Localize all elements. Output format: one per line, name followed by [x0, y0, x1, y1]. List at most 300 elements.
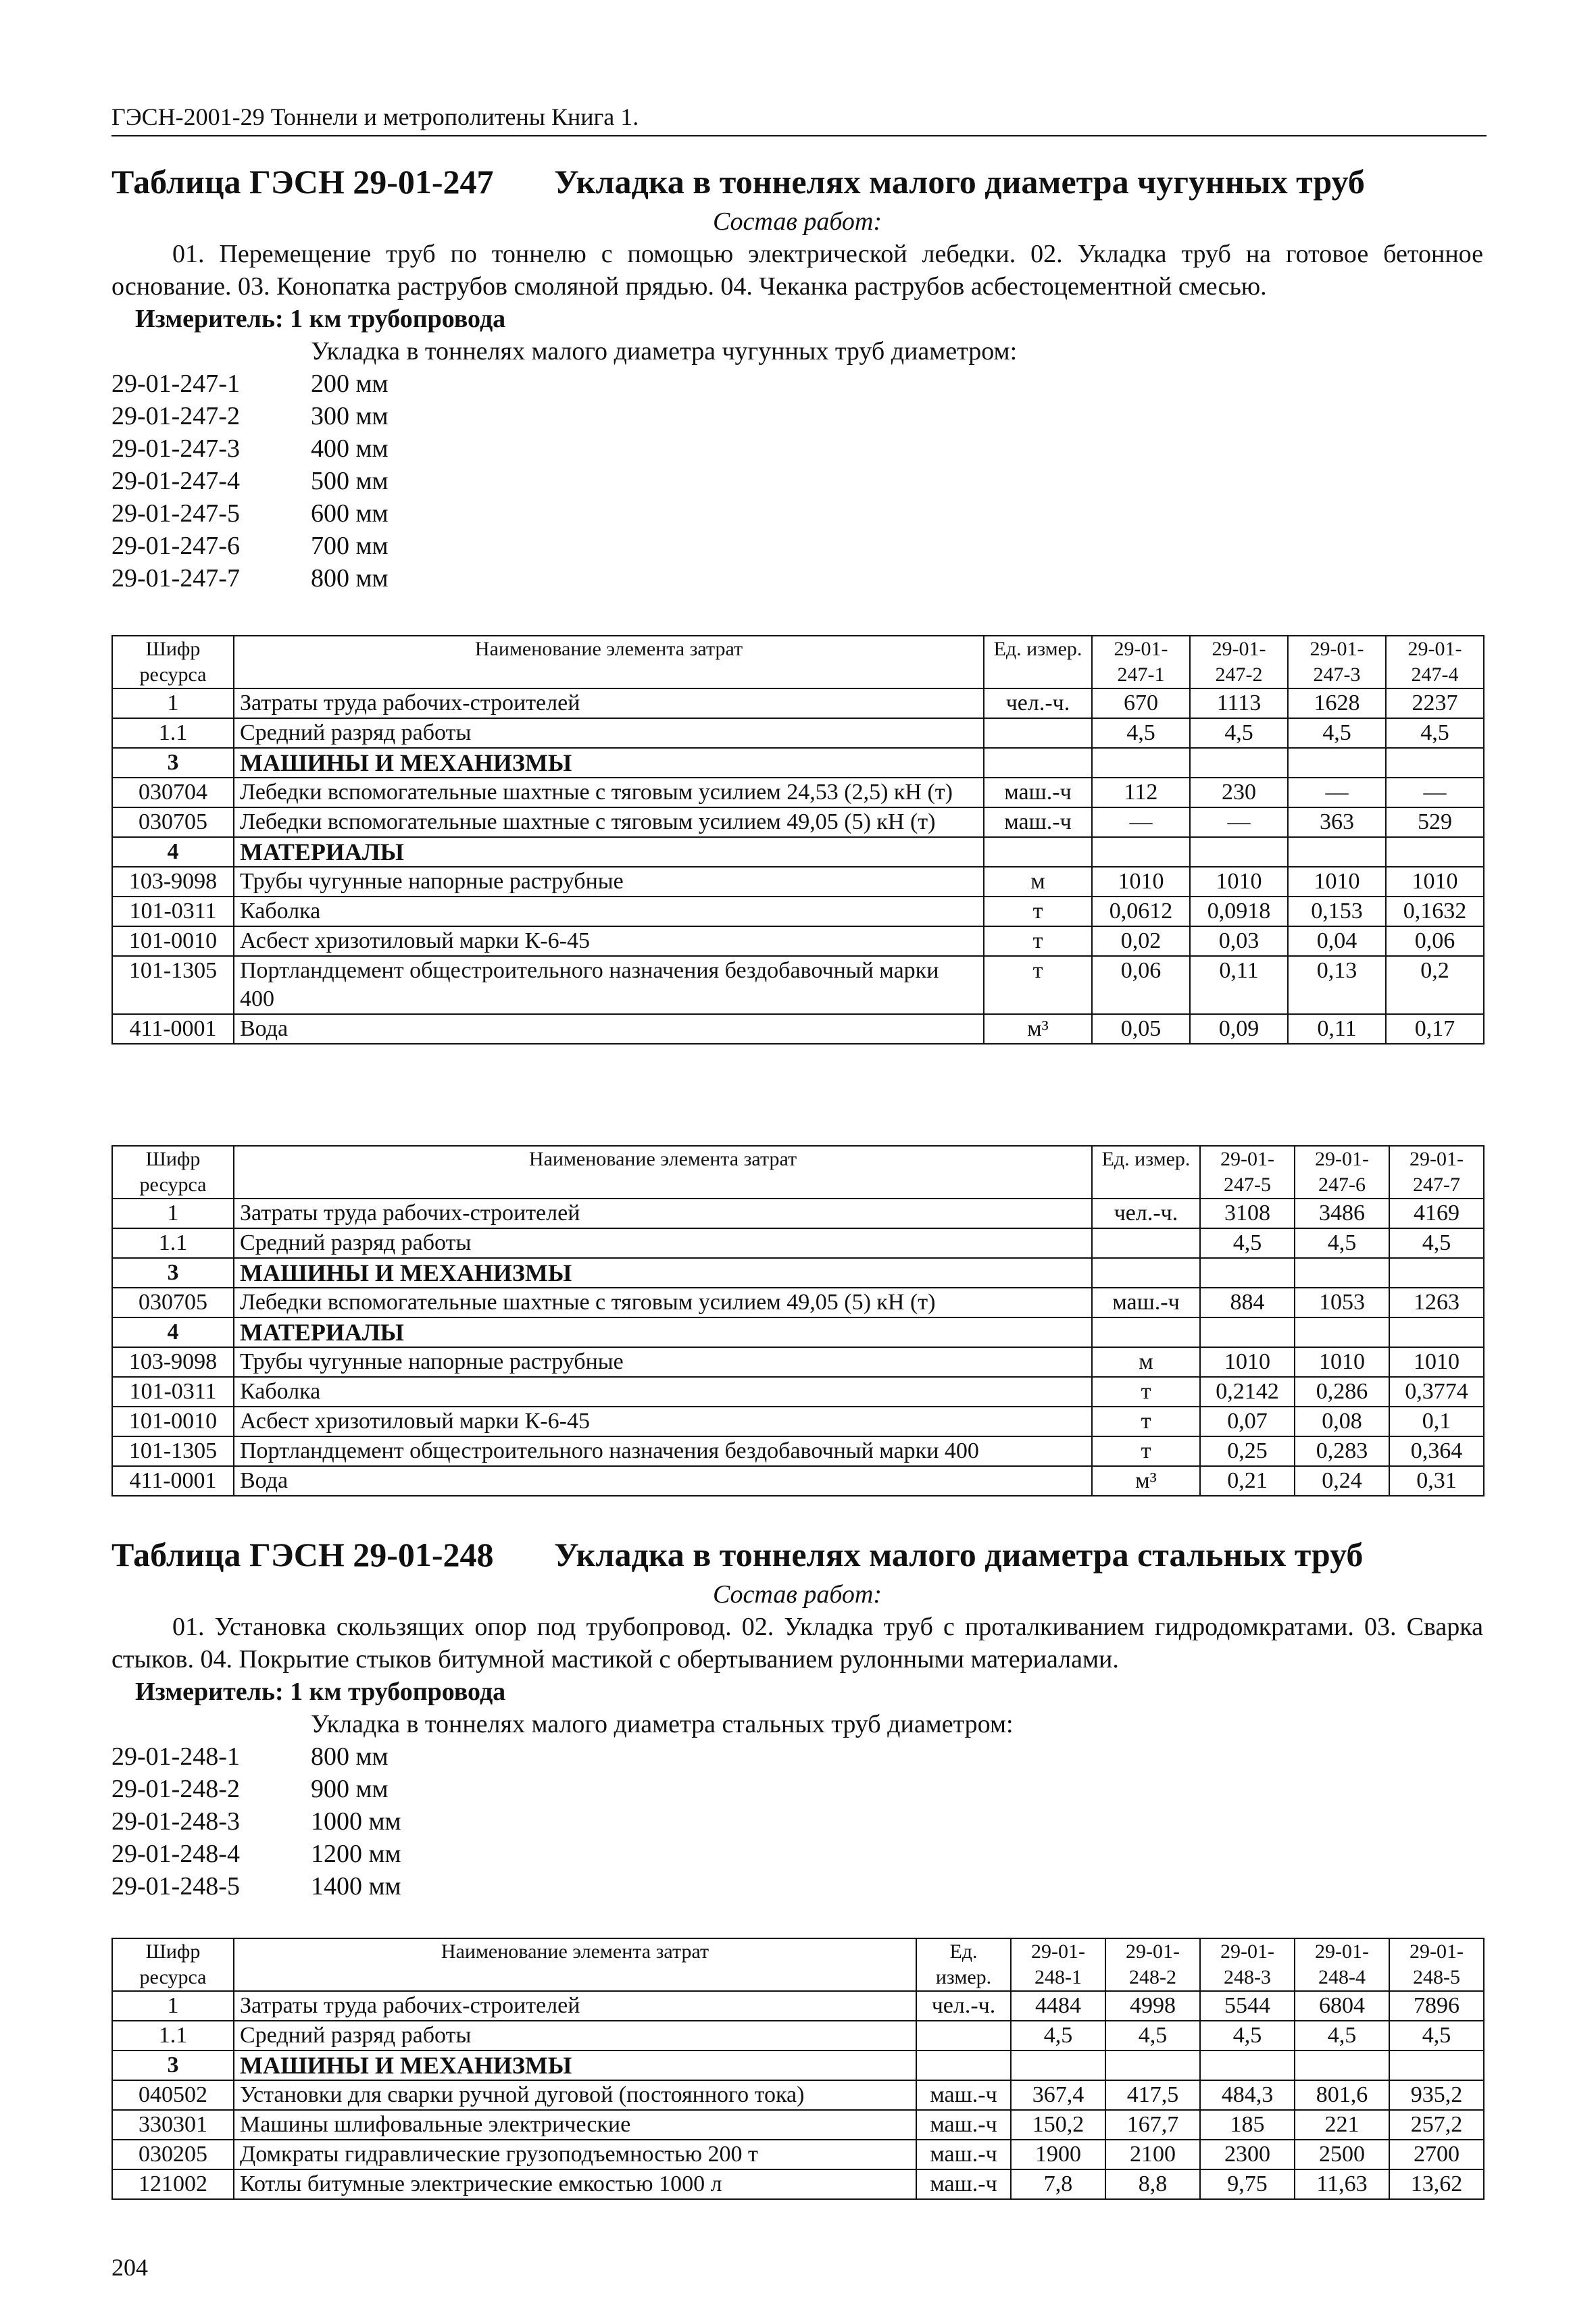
code-list: [111, 368, 1483, 595]
norm-value: 3486: [1295, 1199, 1389, 1228]
pipe-diameter: 1400 мм: [311, 1872, 401, 1901]
norm-code: 29-01-248-2: [111, 1775, 240, 1803]
section-29-01-248: [111, 1534, 1483, 1903]
norm-value: 4,5: [1389, 2021, 1484, 2051]
norm-value: —: [1288, 778, 1386, 807]
norm-value: 0,2142: [1200, 1377, 1295, 1407]
cost-table-3: [111, 1938, 1485, 2200]
norm-value: 230: [1190, 778, 1288, 807]
resource-code: 103-9098: [112, 867, 234, 897]
unit: [916, 2051, 1011, 2080]
norm-value: 3108: [1200, 1199, 1295, 1228]
norm-value: 2300: [1200, 2140, 1295, 2169]
norm-value: 0,31: [1389, 1466, 1484, 1496]
norm-value: 1010: [1190, 867, 1288, 897]
column-header: 29-01-247-1: [1092, 636, 1190, 688]
resource-code: 030705: [112, 807, 234, 837]
table-row: [112, 2080, 1484, 2110]
norm-value: 0,06: [1092, 956, 1190, 1014]
code-list: [111, 1740, 1483, 1903]
norm-value: 2237: [1386, 688, 1484, 718]
table-row: [112, 2169, 1484, 2199]
norm-value: [1092, 748, 1190, 778]
norm-value: 0,11: [1190, 956, 1288, 1014]
norm-value: 7896: [1389, 1991, 1484, 2021]
sostav-label: Состав работ:: [712, 1580, 882, 1609]
unit: м: [984, 867, 1092, 897]
cost-table-2: [111, 1145, 1485, 1496]
column-header: 29-01-247-2: [1190, 636, 1288, 688]
norm-value: 112: [1092, 778, 1190, 807]
resource-code: 411-0001: [112, 1466, 234, 1496]
code-list-item: [111, 1773, 1483, 1805]
unit: т: [1092, 1377, 1200, 1407]
cost-element-name: МАТЕРИАЛЫ: [234, 1317, 1092, 1347]
measure-unit: Измеритель: 1 км трубопровода: [135, 1678, 506, 1706]
norm-value: [1190, 837, 1288, 867]
page-number: 204: [111, 2254, 148, 2281]
norm-value: 7,8: [1011, 2169, 1105, 2199]
norm-code: 29-01-247-4: [111, 467, 240, 495]
norm-value: 4169: [1389, 1199, 1484, 1228]
resource-code: 4: [112, 1317, 234, 1347]
table-row: [112, 1228, 1484, 1258]
pipe-diameter: 1200 мм: [311, 1840, 401, 1868]
norm-value: 935,2: [1389, 2080, 1484, 2110]
cost-element-name: Котлы битумные электрические емкостью 1000 л: [234, 2169, 916, 2199]
works-description: 01. Установка скользящих опор под трубопровод. 02. Укладка труб с проталкиванием гидродомкратами. 03. Сварка стыков. 04. Покрытие стыков битумной мастикой с обертыванием рулонными материалами.: [111, 1613, 1483, 1674]
resource-code: 101-1305: [112, 1436, 234, 1466]
unit: чел.-ч.: [984, 688, 1092, 718]
norm-code: 29-01-247-3: [111, 434, 240, 463]
norm-value: [1105, 2051, 1200, 2080]
table-header-row: [112, 1146, 1484, 1199]
table-title: Укладка в тоннелях малого диаметра чугунных труб: [554, 163, 1365, 201]
unit: маш.-ч: [916, 2110, 1011, 2140]
norm-value: 0,283: [1295, 1436, 1389, 1466]
cost-element-name: Затраты труда рабочих-строителей: [234, 1199, 1092, 1228]
norm-value: 0,02: [1092, 926, 1190, 956]
norm-value: [1389, 1258, 1484, 1288]
table-code: Таблица ГЭСН 29-01-247: [111, 163, 494, 201]
column-header: 29-01-247-4: [1386, 636, 1484, 688]
column-header: Ед. измер.: [984, 636, 1092, 688]
norm-value: 1010: [1288, 867, 1386, 897]
unit: маш.-ч: [916, 2080, 1011, 2110]
column-header: Наименование элемента затрат: [234, 1938, 916, 1991]
norm-value: 529: [1386, 807, 1484, 837]
norm-value: 257,2: [1389, 2110, 1484, 2140]
pipe-diameter: 400 мм: [311, 434, 389, 463]
cost-element-name: МАТЕРИАЛЫ: [234, 837, 984, 867]
norm-code: 29-01-248-3: [111, 1807, 240, 1836]
norm-value: 0,25: [1200, 1436, 1295, 1466]
table-row: [112, 1377, 1484, 1407]
cost-element-name: МАШИНЫ И МЕХАНИЗМЫ: [234, 2051, 916, 2080]
norm-code: 29-01-247-6: [111, 532, 240, 560]
code-list-item: [111, 465, 1483, 497]
norm-value: —: [1092, 807, 1190, 837]
pipe-diameter: 900 мм: [311, 1775, 389, 1803]
table-row: [112, 1466, 1484, 1496]
table-row: [112, 718, 1484, 748]
resource-code: 101-0311: [112, 897, 234, 926]
norm-value: 363: [1288, 807, 1386, 837]
norm-value: 0,08: [1295, 1407, 1389, 1436]
table-row: [112, 807, 1484, 837]
norm-value: 11,63: [1295, 2169, 1389, 2199]
cost-element-name: Домкраты гидравлические грузоподъемностью 200 т: [234, 2140, 916, 2169]
cost-element-name: Затраты труда рабочих-строителей: [234, 688, 984, 718]
pipe-diameter: 200 мм: [311, 370, 389, 398]
norm-code: 29-01-247-1: [111, 370, 240, 398]
column-header: 29-01-248-3: [1200, 1938, 1295, 1991]
norm-value: 801,6: [1295, 2080, 1389, 2110]
table-row: [112, 1436, 1484, 1466]
code-list-item: [111, 562, 1483, 595]
norm-code: 29-01-248-1: [111, 1742, 240, 1771]
column-header: 29-01-248-5: [1389, 1938, 1484, 1991]
norm-code: 29-01-248-4: [111, 1840, 240, 1868]
norm-value: 2500: [1295, 2140, 1389, 2169]
norm-value: 0,21: [1200, 1466, 1295, 1496]
norm-value: 9,75: [1200, 2169, 1295, 2199]
norm-value: 0,2: [1386, 956, 1484, 1014]
norm-value: 6804: [1295, 1991, 1389, 2021]
table-row: [112, 1407, 1484, 1436]
cost-element-name: Асбест хризотиловый марки К-6-45: [234, 926, 984, 956]
resource-code: 1.1: [112, 2021, 234, 2051]
resource-code: 1: [112, 1199, 234, 1228]
unit: т: [984, 926, 1092, 956]
norm-value: [1386, 837, 1484, 867]
resource-code: 3: [112, 1258, 234, 1288]
unit: т: [1092, 1407, 1200, 1436]
column-header: 29-01-247-6: [1295, 1146, 1389, 1199]
unit: маш.-ч: [916, 2140, 1011, 2169]
norm-value: —: [1386, 778, 1484, 807]
norm-value: [1295, 1258, 1389, 1288]
norm-value: [1200, 2051, 1295, 2080]
resource-code: 1: [112, 1991, 234, 2021]
norm-value: 4,5: [1200, 1228, 1295, 1258]
table-heading: [111, 161, 1483, 203]
norm-value: 1628: [1288, 688, 1386, 718]
norm-code: 29-01-247-7: [111, 564, 240, 593]
unit: т: [984, 956, 1092, 1014]
norm-value: 4,5: [1200, 2021, 1295, 2051]
norm-value: 4484: [1011, 1991, 1105, 2021]
norm-value: 0,153: [1288, 897, 1386, 926]
table-code: Таблица ГЭСН 29-01-248: [111, 1536, 494, 1574]
column-header: Ед. измер.: [1092, 1146, 1200, 1199]
norm-code: 29-01-247-5: [111, 499, 240, 528]
pipe-diameter: 500 мм: [311, 467, 389, 495]
resource-code: 101-0311: [112, 1377, 234, 1407]
cost-element-name: Портландцемент общестроительного назначения бездобавочный марки 400: [234, 956, 984, 1014]
works-description: 01. Перемещение труб по тоннелю с помощью электрической лебедки. 02. Укладка труб на готовое бетонное основание. 03. Конопатка раструбов смоляной прядью. 04. Чеканка раструбов асбестоцементной смесью.: [111, 240, 1483, 301]
norm-value: 4,5: [1288, 718, 1386, 748]
column-header: Шифр ресурса: [112, 1146, 234, 1199]
unit: маш.-ч: [1092, 1288, 1200, 1317]
pipe-diameter: 800 мм: [311, 564, 389, 593]
resource-code: 040502: [112, 2080, 234, 2110]
resource-code: 4: [112, 837, 234, 867]
resource-code: 030705: [112, 1288, 234, 1317]
pipe-diameter: 300 мм: [311, 402, 389, 430]
resource-code: 1.1: [112, 1228, 234, 1258]
resource-code: 3: [112, 748, 234, 778]
norm-value: 1010: [1389, 1347, 1484, 1377]
cost-element-name: Средний разряд работы: [234, 1228, 1092, 1258]
unit: [1092, 1228, 1200, 1258]
unit: чел.-ч.: [1092, 1199, 1200, 1228]
norm-value: [1389, 2051, 1484, 2080]
column-header: 29-01-248-2: [1105, 1938, 1200, 1991]
resource-code: 411-0001: [112, 1014, 234, 1044]
table-title: Укладка в тоннелях малого диаметра стальных труб: [554, 1536, 1364, 1574]
column-header: 29-01-247-3: [1288, 636, 1386, 688]
cost-element-name: Портландцемент общестроительного назначения бездобавочный марки 400: [234, 1436, 1092, 1466]
table-row: [112, 778, 1484, 807]
unit: м³: [1092, 1466, 1200, 1496]
norm-value: 13,62: [1389, 2169, 1484, 2199]
code-list-item: [111, 1838, 1483, 1870]
norm-value: 0,24: [1295, 1466, 1389, 1496]
table-row: [112, 897, 1484, 926]
cost-element-name: Асбест хризотиловый марки К-6-45: [234, 1407, 1092, 1436]
norm-value: 1900: [1011, 2140, 1105, 2169]
table-row: [112, 2140, 1484, 2169]
norm-value: 484,3: [1200, 2080, 1295, 2110]
norm-value: 4,5: [1092, 718, 1190, 748]
norm-value: 4,5: [1295, 2021, 1389, 2051]
norm-value: 0,364: [1389, 1436, 1484, 1466]
cost-element-name: Установки для сварки ручной дуговой (постоянного тока): [234, 2080, 916, 2110]
norm-value: 4998: [1105, 1991, 1200, 2021]
norm-value: 4,5: [1105, 2021, 1200, 2051]
resource-code: 101-0010: [112, 1407, 234, 1436]
column-header: Наименование элемента затрат: [234, 1146, 1092, 1199]
norm-value: [1011, 2051, 1105, 2080]
resource-code: 030205: [112, 2140, 234, 2169]
unit: [984, 748, 1092, 778]
running-header: ГЭСН-2001-29 Тоннели и метрополитены Книга 1.: [111, 101, 1487, 136]
cost-element-name: Каболка: [234, 1377, 1092, 1407]
norm-value: 167,7: [1105, 2110, 1200, 2140]
norm-value: 884: [1200, 1288, 1295, 1317]
unit: маш.-ч: [916, 2169, 1011, 2199]
resource-code: 330301: [112, 2110, 234, 2140]
norm-value: [1200, 1258, 1295, 1288]
cost-table-1: [111, 635, 1485, 1045]
table-row: [112, 867, 1484, 897]
pipe-diameter: 1000 мм: [311, 1807, 401, 1836]
code-list-item: [111, 432, 1483, 465]
norm-value: 8,8: [1105, 2169, 1200, 2199]
column-header: Ед. измер.: [916, 1938, 1011, 1991]
norm-value: 4,5: [1389, 1228, 1484, 1258]
cost-element-name: Лебедки вспомогательные шахтные с тяговым усилием 24,53 (2,5) кН (т): [234, 778, 984, 807]
norm-value: [1389, 1317, 1484, 1347]
cost-element-name: Каболка: [234, 897, 984, 926]
norm-value: 185: [1200, 2110, 1295, 2140]
norm-value: 0,0918: [1190, 897, 1288, 926]
section-29-01-247: [111, 161, 1483, 595]
norm-value: 2700: [1389, 2140, 1484, 2169]
unit: [984, 718, 1092, 748]
norm-value: [1386, 748, 1484, 778]
cost-element-name: Вода: [234, 1014, 984, 1044]
code-list-item: [111, 530, 1483, 562]
norm-value: 4,5: [1011, 2021, 1105, 2051]
cost-element-name: Затраты труда рабочих-строителей: [234, 1991, 916, 2021]
column-header: 29-01-247-7: [1389, 1146, 1484, 1199]
norm-value: 2100: [1105, 2140, 1200, 2169]
pipe-diameter: 700 мм: [311, 532, 389, 560]
norm-value: 5544: [1200, 1991, 1295, 2021]
norm-value: 0,13: [1288, 956, 1386, 1014]
unit: маш.-ч: [984, 778, 1092, 807]
norm-value: 150,2: [1011, 2110, 1105, 2140]
cost-element-name: Трубы чугунные напорные раструбные: [234, 1347, 1092, 1377]
norm-value: 0,11: [1288, 1014, 1386, 1044]
norm-value: 0,03: [1190, 926, 1288, 956]
norm-value: 0,286: [1295, 1377, 1389, 1407]
cost-element-name: Лебедки вспомогательные шахтные с тяговым усилием 49,05 (5) кН (т): [234, 807, 984, 837]
norm-value: [1295, 2051, 1389, 2080]
resource-code: 103-9098: [112, 1347, 234, 1377]
unit: т: [984, 897, 1092, 926]
table-row: [112, 2110, 1484, 2140]
norm-value: 0,3774: [1389, 1377, 1484, 1407]
norm-value: 4,5: [1295, 1228, 1389, 1258]
cost-element-name: МАШИНЫ И МЕХАНИЗМЫ: [234, 1258, 1092, 1288]
intro-line: Укладка в тоннелях малого диаметра стальных труб диаметром:: [311, 1710, 1014, 1738]
unit: т: [1092, 1436, 1200, 1466]
table-heading: [111, 1534, 1483, 1576]
unit: [984, 837, 1092, 867]
table-row: [112, 1288, 1484, 1317]
sostav-label: Состав работ:: [712, 207, 882, 236]
intro-line: Укладка в тоннелях малого диаметра чугунных труб диаметром:: [311, 337, 1018, 366]
norm-value: 0,07: [1200, 1407, 1295, 1436]
norm-value: 670: [1092, 688, 1190, 718]
table-row: [112, 2051, 1484, 2080]
cost-element-name: Машины шлифовальные электрические: [234, 2110, 916, 2140]
column-header: Наименование элемента затрат: [234, 636, 984, 688]
norm-value: 4,5: [1190, 718, 1288, 748]
norm-value: 1010: [1200, 1347, 1295, 1377]
norm-value: 417,5: [1105, 2080, 1200, 2110]
cost-element-name: Средний разряд работы: [234, 718, 984, 748]
norm-value: 1010: [1386, 867, 1484, 897]
norm-value: [1295, 1317, 1389, 1347]
table-row: [112, 837, 1484, 867]
unit: чел.-ч.: [916, 1991, 1011, 2021]
table-row: [112, 1317, 1484, 1347]
resource-code: 030704: [112, 778, 234, 807]
table-header-row: [112, 1938, 1484, 1991]
norm-value: 1053: [1295, 1288, 1389, 1317]
column-header: 29-01-248-4: [1295, 1938, 1389, 1991]
norm-value: —: [1190, 807, 1288, 837]
norm-value: 221: [1295, 2110, 1389, 2140]
column-header: 29-01-247-5: [1200, 1146, 1295, 1199]
code-list-item: [111, 368, 1483, 400]
table-row: [112, 1258, 1484, 1288]
norm-value: [1190, 748, 1288, 778]
code-list-item: [111, 1740, 1483, 1773]
norm-code: 29-01-248-5: [111, 1872, 240, 1901]
norm-value: [1288, 748, 1386, 778]
norm-value: 4,5: [1386, 718, 1484, 748]
table-row: [112, 1347, 1484, 1377]
column-header: Шифр ресурса: [112, 1938, 234, 1991]
measure-unit: Измеритель: 1 км трубопровода: [135, 305, 506, 333]
norm-value: 0,05: [1092, 1014, 1190, 1044]
table-row: [112, 956, 1484, 1014]
norm-value: 0,06: [1386, 926, 1484, 956]
resource-code: 101-0010: [112, 926, 234, 956]
norm-value: 0,1: [1389, 1407, 1484, 1436]
column-header: 29-01-248-1: [1011, 1938, 1105, 1991]
table-row: [112, 1991, 1484, 2021]
cost-element-name: Трубы чугунные напорные раструбные: [234, 867, 984, 897]
norm-value: 1010: [1295, 1347, 1389, 1377]
norm-value: [1092, 837, 1190, 867]
resource-code: 101-1305: [112, 956, 234, 1014]
cost-element-name: Вода: [234, 1466, 1092, 1496]
norm-code: 29-01-247-2: [111, 402, 240, 430]
cost-element-name: Лебедки вспомогательные шахтные с тяговым усилием 49,05 (5) кН (т): [234, 1288, 1092, 1317]
code-list-item: [111, 497, 1483, 530]
norm-value: 0,0612: [1092, 897, 1190, 926]
table-row: [112, 688, 1484, 718]
norm-value: 0,1632: [1386, 897, 1484, 926]
pipe-diameter: 600 мм: [311, 499, 389, 528]
norm-value: 0,04: [1288, 926, 1386, 956]
norm-value: 0,09: [1190, 1014, 1288, 1044]
unit: [1092, 1317, 1200, 1347]
table-row: [112, 926, 1484, 956]
norm-value: 1113: [1190, 688, 1288, 718]
unit: маш.-ч: [984, 807, 1092, 837]
cost-element-name: МАШИНЫ И МЕХАНИЗМЫ: [234, 748, 984, 778]
unit: м³: [984, 1014, 1092, 1044]
table-row: [112, 748, 1484, 778]
norm-value: 1263: [1389, 1288, 1484, 1317]
table-row: [112, 1014, 1484, 1044]
norm-value: [1288, 837, 1386, 867]
resource-code: 121002: [112, 2169, 234, 2199]
code-list-item: [111, 1805, 1483, 1838]
resource-code: 1: [112, 688, 234, 718]
norm-value: 0,17: [1386, 1014, 1484, 1044]
resource-code: 1.1: [112, 718, 234, 748]
unit: [916, 2021, 1011, 2051]
norm-value: 367,4: [1011, 2080, 1105, 2110]
cost-element-name: Средний разряд работы: [234, 2021, 916, 2051]
pipe-diameter: 800 мм: [311, 1742, 389, 1771]
unit: м: [1092, 1347, 1200, 1377]
column-header: Шифр ресурса: [112, 636, 234, 688]
norm-value: [1200, 1317, 1295, 1347]
code-list-item: [111, 1870, 1483, 1903]
table-header-row: [112, 636, 1484, 688]
table-row: [112, 2021, 1484, 2051]
unit: [1092, 1258, 1200, 1288]
